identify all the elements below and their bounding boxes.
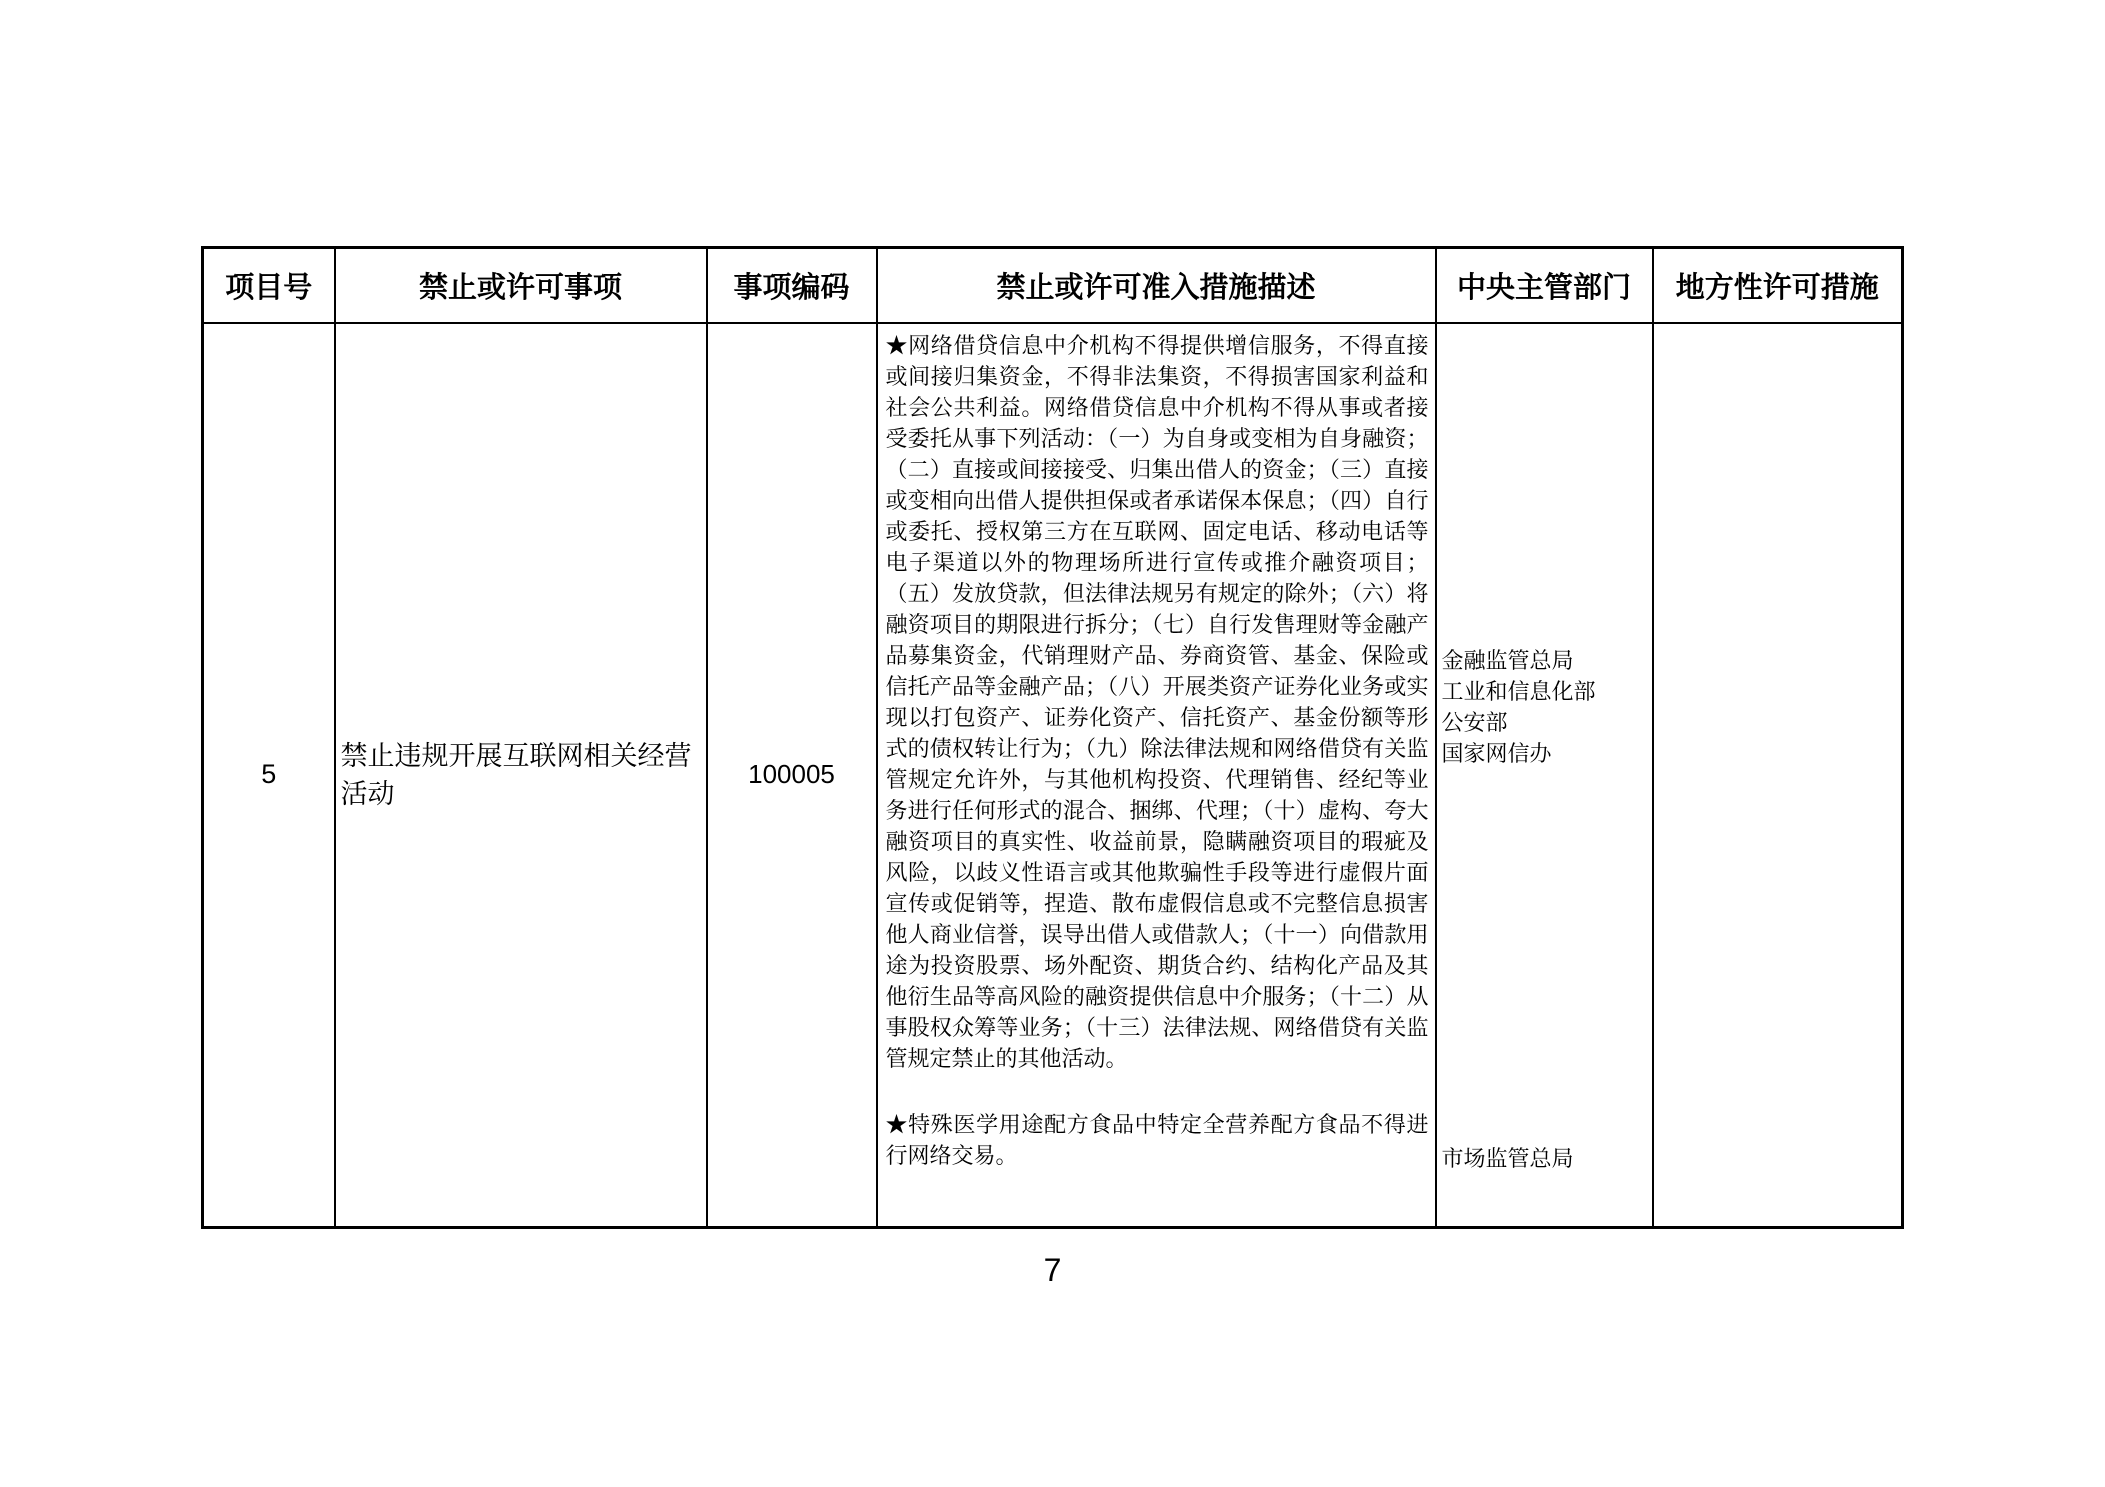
table-row	[203, 323, 1903, 1227]
department-name: 公安部	[1441, 710, 1508, 735]
measure-paragraph-1: ★网络借贷信息中介机构不得提供增信服务，不得直接或间接归集资金，不得非法集资，不得损害国家利益和社会公共利益。网络借贷信息中介机构不得从事或者接受委托从事下列活动：（一）为自身或变相为自身融资；（二）直接或间接接受、归集出借人的资金；（三）直接或变相向出借人提供担保或者承诺保本保息；（四）自行或委托、授权第三方在互联网、固定电话、移动电话等电子渠道以外的物理场所进行宣传或推介融资项目；（五）发放贷款，但法律法规另有规定的除外；（六）将融资项目的期限进行拆分；（七）自行发售理财等金融产品募集资金，代销理财产品、券商资管、基金、保险或信托产品等金融产品；（八）开展类资产证券化业务或实现以打包资产、证券化资产、信托资产、基金份额等形式的债权转让行为；（九）除法律法规和网络借贷有关监管规定允许外，与其他机构投资、代理销售、经纪等业务进行任何形式的混合、捆绑、代理；（十）虚构、夸大融资项目的真实性、收益前景，隐瞒融资项目的瑕疵及风险，以歧义性语言或其他欺骗性手段等进行虚假片面宣传或促销等，捏造、散布虚假信息或不完整信息损害他人商业信誉，误导出借人或借款人；（十一）向借款用途为投资股票、场外配资、期货合约、结构化产品及其他衍生品等高风险的融资提供信息中介服务；（十二）从事股权众筹等业务；（十三）法律法规、网络借贷有关监管规定禁止的其他活动。	[885, 333, 1429, 1071]
cell-project-no: 5	[203, 323, 335, 1227]
col-header-local-measures: 地方性许可措施	[1653, 248, 1903, 324]
cell-item-name: 禁止违规开展互联网相关经营活动	[335, 323, 707, 1227]
access-measures-table	[201, 246, 1904, 1229]
col-header-prohibited-or-permitted-item: 禁止或许可事项	[335, 248, 707, 324]
table-header-row	[203, 248, 1903, 324]
department-name: 工业和信息化部	[1441, 679, 1596, 704]
department-name: 金融监管总局	[1441, 648, 1574, 673]
measure-paragraph-2: ★特殊医学用途配方食品中特定全营养配方食品不得进行网络交易。	[885, 1112, 1429, 1168]
department-group-2	[1442, 1143, 1650, 1174]
col-header-item-code: 事项编码	[707, 248, 877, 324]
department-group-1	[1442, 324, 1650, 769]
cell-central-departments	[1436, 323, 1653, 1227]
department-name: 市场监管总局	[1441, 1146, 1574, 1171]
col-header-measure-description: 禁止或许可准入措施描述	[877, 248, 1436, 324]
col-header-central-department: 中央主管部门	[1436, 248, 1653, 324]
cell-measure-description	[877, 323, 1436, 1227]
page-number: 7	[1043, 1252, 1062, 1288]
cell-item-code: 100005	[707, 323, 877, 1227]
col-header-project-no: 项目号	[203, 248, 335, 324]
department-name: 国家网信办	[1441, 741, 1552, 766]
cell-local-measures	[1653, 323, 1903, 1227]
